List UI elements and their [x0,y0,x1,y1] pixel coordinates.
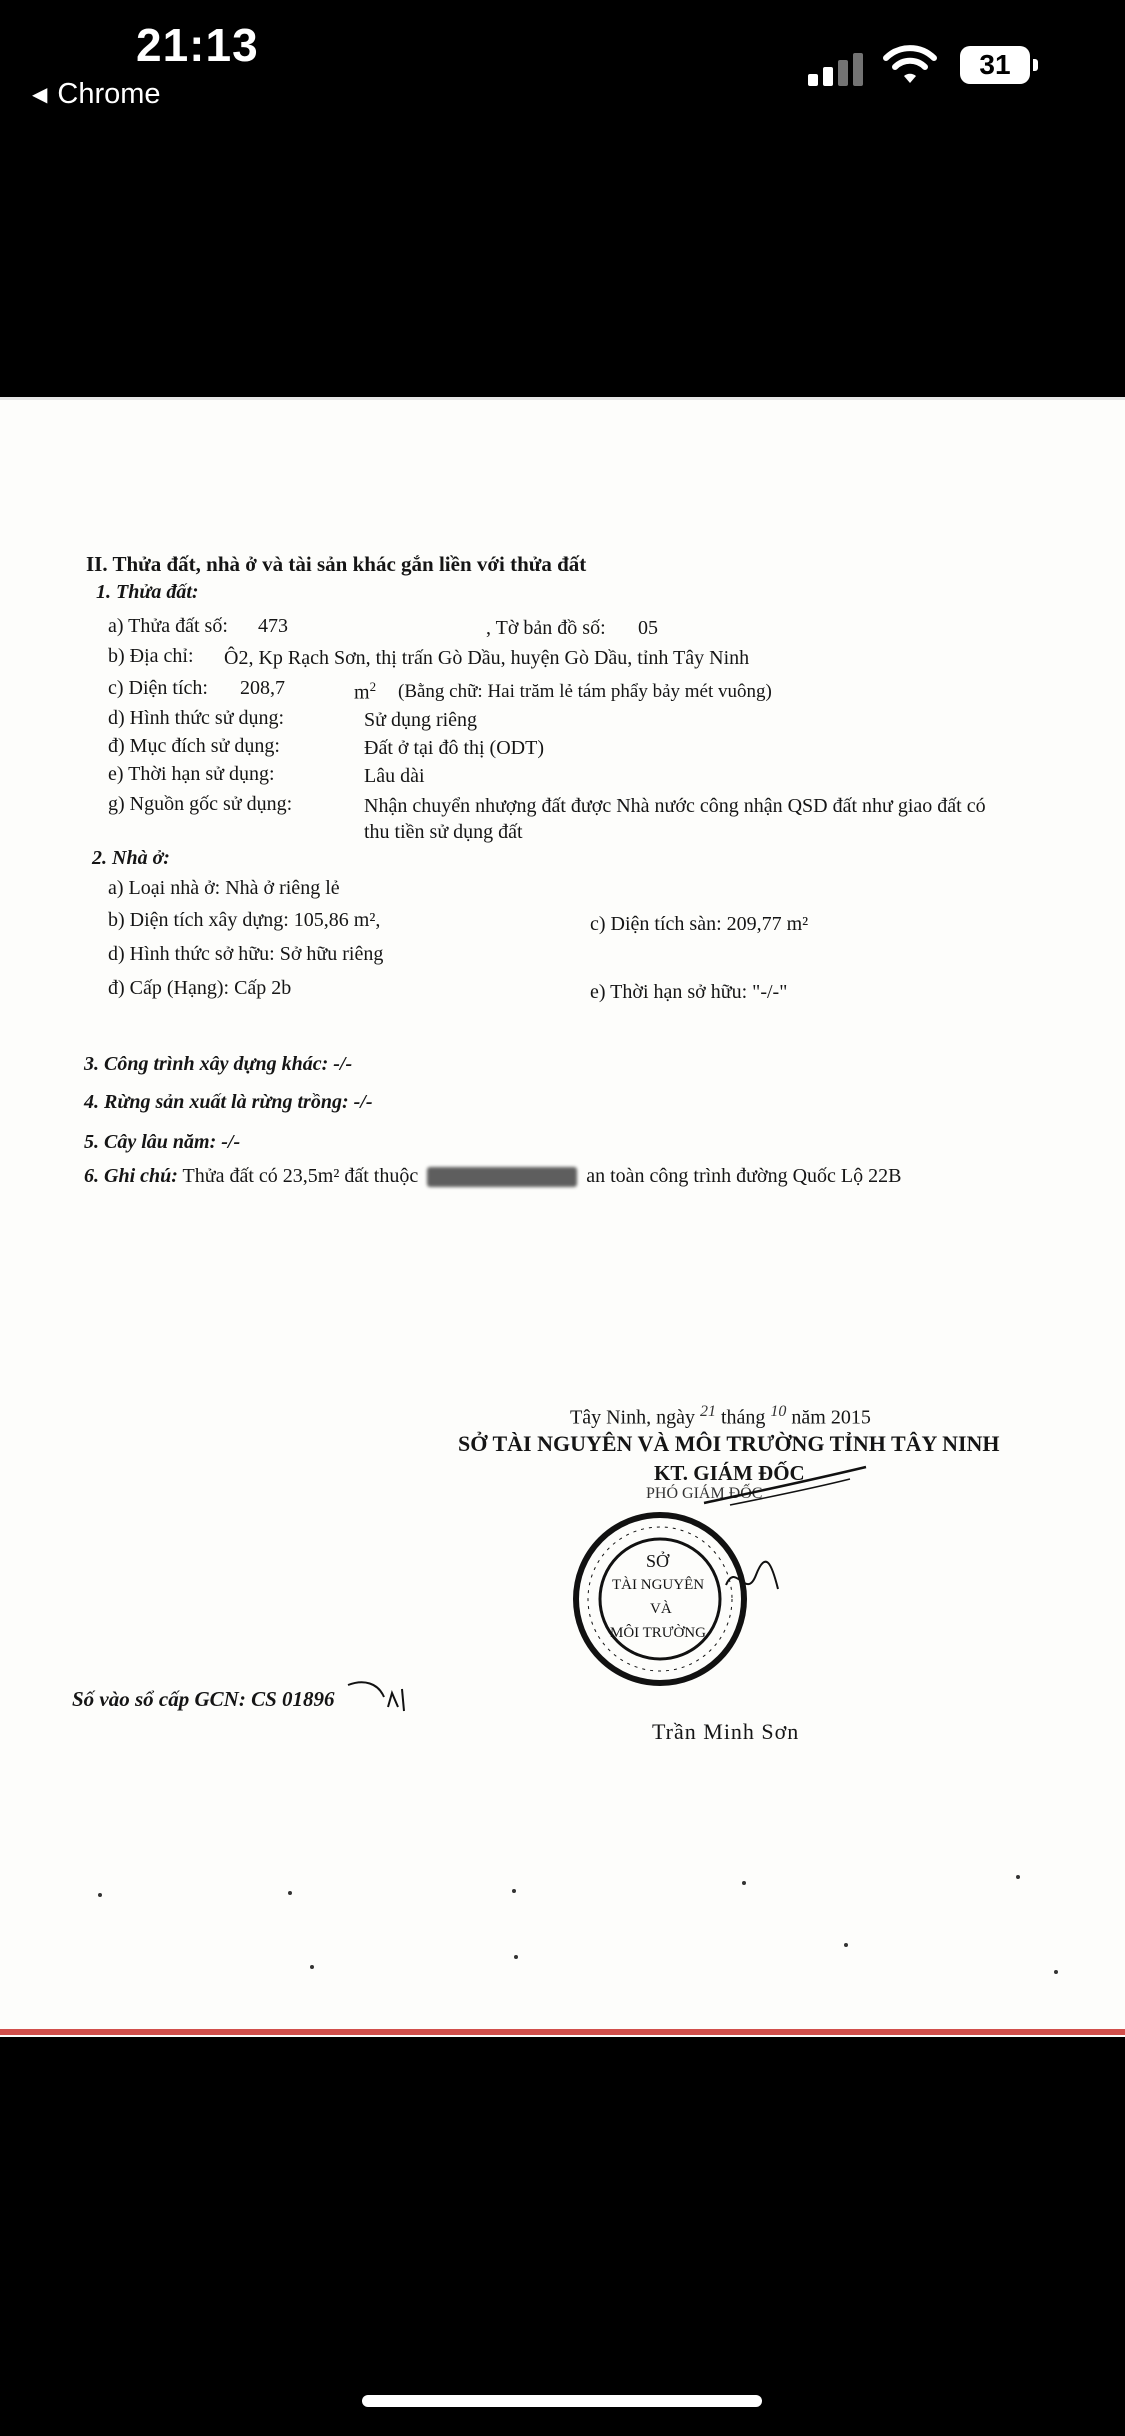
land-b-label: b) Địa chỉ: [108,645,194,667]
house-c: c) Diện tích sàn: 209,77 m² [590,913,809,935]
signature-flourish-icon [722,1555,782,1605]
cellular-signal-icon [808,52,868,86]
land-a-value: 473 [258,615,288,637]
signature-stroke-icon [700,1455,870,1515]
land-g-label: g) Nguồn gốc sử dụng: [108,793,293,815]
signing-date: Tây Ninh, ngày $^{21}$ tháng $^{10}$ năm 2015 [570,1403,871,1429]
land-e-label: e) Thời hạn sử dụng: [108,763,275,785]
land-c-label: c) Diện tích: [108,677,208,699]
item-4: 4. Rừng sản xuất là rừng trồng: -/- [84,1091,373,1113]
official-seal: SỞ TÀI NGUYÊN VÀ MÔI TRƯỜNG [570,1509,750,1689]
redacted-text [427,1167,577,1187]
signer-name: Trần Minh Sơn [652,1719,800,1744]
item-6-text-a: Thửa đất có 23,5m² đất thuộc [182,1165,419,1187]
land-g-value-line1: Nhận chuyển nhượng đất được Nhà nước công nhận QSD đất như giao đất có [364,795,986,817]
item-5: 5. Cây lâu năm: -/- [84,1131,241,1153]
land-d-label: d) Hình thức sử dụng: [108,707,285,729]
land-d-value: Sử dụng riêng [364,709,478,731]
land-c-words: (Bằng chữ: Hai trăm lẻ tám phẩy bảy mét vuông) [398,681,772,702]
land-e-value: Lâu dài [364,765,425,787]
section-ii-heading: II. Thửa đất, nhà ở và tài sản khác gắn liền với thửa đất [86,552,587,576]
back-label: Chrome [57,78,161,110]
house-b: b) Diện tích xây dựng: 105,86 m², [108,909,381,931]
land-c-value: 208,7 [240,677,285,699]
item-6-text-b: an toàn công trình đường Quốc Lộ 22B [586,1165,902,1187]
house-heading: 2. Nhà ở: [92,847,170,869]
land-b-value: Ô2, Kp Rạch Sơn, thị trấn Gò Dầu, huyện Gò Dầu, tỉnh Tây Ninh [224,647,750,669]
registry-number: Số vào sổ cấp GCN: CS 01896 [72,1687,335,1711]
back-triangle-icon: ◀ [32,84,48,106]
signer-role-sub: PHÓ GIÁM ĐỐC [646,1485,763,1502]
house-e: e) Thời hạn sở hữu: "-/-" [590,981,788,1003]
home-indicator[interactable] [362,2395,762,2407]
land-map-label: , Tờ bản đồ số: [486,617,606,639]
land-c-unit: $m^2$ [354,679,377,704]
wifi-icon [882,42,938,86]
issuing-agency: SỞ TÀI NGUYÊN VÀ MÔI TRƯỜNG TỈNH TÂY NINH [458,1431,1000,1456]
battery-icon [960,46,1038,86]
signer-role: KT. GIÁM ĐỐC [654,1461,805,1485]
house-a: a) Loại nhà ở: Nhà ở riêng lẻ [108,877,340,899]
battery-level: 31 [960,46,1030,84]
land-dd-value: Đất ở tại đô thị (ODT) [364,737,544,759]
item-3: 3. Công trình xây dựng khác: -/- [84,1053,353,1075]
land-dd-label: đ) Mục đích sử dụng: [108,735,280,757]
registry-handwriting-icon [344,1677,414,1717]
status-bar [0,0,1125,130]
land-a-label: a) Thửa đất số: [108,615,228,637]
land-g-value-line2: thu tiền sử dụng đất [364,821,523,843]
item-6-label: 6. Ghi chú: [84,1165,178,1187]
land-heading: 1. Thửa đất: [96,581,199,603]
clock: 21:13 [136,19,259,71]
house-dd: đ) Cấp (Hạng): Cấp 2b [108,977,292,999]
house-d: d) Hình thức sở hữu: Sở hữu riêng [108,943,384,965]
document-page [0,397,1125,2037]
back-to-chrome-link[interactable] [32,78,161,111]
land-map-value: 05 [638,617,658,639]
item-6 [84,1165,901,1188]
